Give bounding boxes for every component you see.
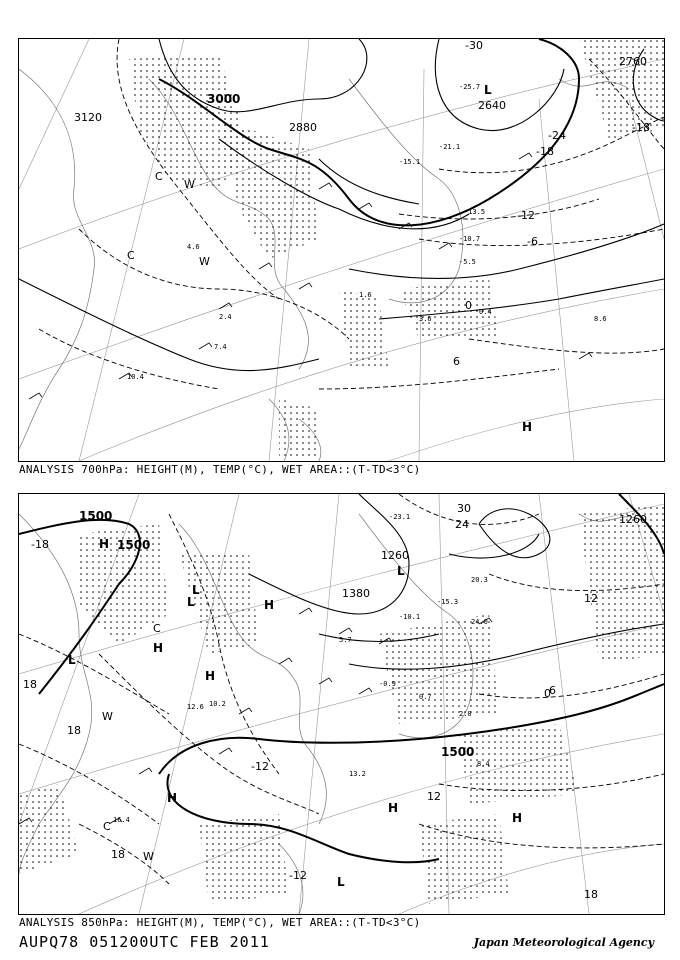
height-label-850-5: 1500 — [441, 745, 475, 759]
cold-marker-850-1: C — [103, 820, 111, 833]
station-label-700-4: -10.7 — [459, 235, 481, 243]
station-label-700-5: -5.5 — [459, 258, 476, 266]
agency-credit: Japan Meteorological Agency — [473, 936, 654, 949]
station-label-700-13: 10.4 — [127, 373, 144, 381]
station-label-850-2: -10.1 — [399, 613, 421, 621]
height-label-700-3: 2760 — [619, 55, 647, 68]
station-label-700-0: -25.7 — [459, 83, 481, 91]
station-label-700-6: 0.4 — [479, 308, 492, 316]
height-label-700-0: 3120 — [74, 111, 102, 124]
temp-label-850-2: -18 — [31, 538, 49, 551]
temp-label-700-3: -12 — [517, 209, 535, 222]
warm-marker-700-1: W — [199, 255, 210, 268]
cold-marker-850-0: C — [153, 622, 161, 635]
low-center-850-0: L — [192, 583, 200, 597]
high-center-850-0: H — [99, 537, 110, 551]
temp-label-700-5: 0 — [465, 299, 472, 312]
temp-label-850-5: 0 — [544, 687, 551, 700]
station-label-850-11: 8.4 — [477, 760, 490, 768]
station-label-850-10: 24.0 — [471, 618, 488, 626]
height-contours-700 — [19, 39, 664, 371]
temp-label-850-1: 24 — [455, 518, 469, 531]
low-center-700: L — [484, 83, 492, 97]
low-center-850-3: L — [337, 875, 345, 889]
temp-label-850-12: -12 — [289, 869, 307, 882]
warm-marker-850-1: W — [143, 850, 154, 863]
height-label-850-3: 1260 — [381, 549, 409, 562]
height-label-850-0: 1500 — [79, 509, 113, 523]
map-850hpa-canvas — [19, 494, 664, 914]
station-label-700-9: 1.6 — [359, 291, 372, 299]
height-label-700-2: 2880 — [289, 121, 317, 134]
station-label-700-3: -13.5 — [464, 208, 486, 216]
coastlines-700 — [19, 69, 629, 461]
station-label-850-0: -23.1 — [389, 513, 411, 521]
temp-label-700-0: -30 — [465, 39, 483, 52]
station-label-700-12: 7.4 — [214, 343, 227, 351]
high-center-850-1: H — [264, 598, 275, 612]
station-label-850-7: 10.2 — [209, 700, 226, 708]
temp-label-850-3: 12 — [584, 592, 598, 605]
temp-label-850-0: 30 — [457, 502, 471, 515]
temp-label-700-7: -18 — [632, 121, 650, 134]
station-label-700-2: -15.1 — [399, 158, 421, 166]
station-label-850-13: 16.4 — [113, 816, 130, 824]
station-label-700-1: -21.1 — [439, 143, 461, 151]
station-label-700-11: 2.4 — [219, 313, 232, 321]
warm-marker-850-0: W — [102, 710, 113, 723]
high-center-850-6: H — [512, 811, 523, 825]
temp-label-700-4: -6 — [527, 235, 538, 248]
station-label-850-4: 0.7 — [419, 693, 432, 701]
high-center-850-4: H — [167, 791, 178, 805]
station-label-850-1: -15.3 — [437, 598, 459, 606]
caption-700hpa: ANALYSIS 700hPa: HEIGHT(M), TEMP(°C), WET AREA::(T-TD<3°C) — [19, 463, 421, 476]
temp-label-700-6: 6 — [453, 355, 460, 368]
high-center-850-2: H — [205, 669, 216, 683]
temp-label-850-4: 6 — [549, 684, 556, 697]
temp-label-850-11: 12 — [427, 790, 441, 803]
station-label-850-12: 13.2 — [349, 770, 366, 778]
bulletin-code: AUPQ78 051200UTC FEB 2011 — [19, 933, 270, 951]
high-center-700: H — [522, 420, 533, 434]
cold-marker-700-1: C — [127, 249, 135, 262]
station-label-850-5: 2.0 — [459, 710, 472, 718]
graticule-700 — [19, 39, 664, 461]
temp-label-700-1: -24 — [548, 129, 566, 142]
station-label-850-6: 5.7 — [339, 636, 352, 644]
station-label-850-9: 20.3 — [471, 576, 488, 584]
temp-label-850-7: 18 — [23, 678, 37, 691]
temp-label-850-8: 18 — [67, 724, 81, 737]
map-panel-850hpa — [18, 493, 665, 915]
station-label-850-8: 12.6 — [187, 703, 204, 711]
low-center-850-4: L — [187, 595, 195, 609]
temp-label-850-9: 18 — [111, 848, 125, 861]
station-label-700-8: 3.6 — [419, 315, 432, 323]
height-label-850-2: 1380 — [342, 587, 370, 600]
station-label-700-10: 4.6 — [187, 243, 200, 251]
height-label-700-1: 3000 — [207, 92, 241, 106]
temp-label-700-2: -18 — [536, 145, 554, 158]
high-center-850-5: H — [388, 801, 399, 815]
height-label-700-4: 2640 — [478, 99, 506, 112]
temp-label-850-10: 18 — [584, 888, 598, 901]
low-center-850-1: L — [397, 564, 405, 578]
high-center-850-3: H — [153, 641, 164, 655]
caption-850hpa: ANALYSIS 850hPa: HEIGHT(M), TEMP(°C), WET AREA::(T-TD<3°C) — [19, 916, 421, 929]
height-label-850-1: 1500 — [117, 538, 151, 552]
map-700hpa-canvas — [19, 39, 664, 461]
temp-label-850-6: -12 — [251, 760, 269, 773]
cold-marker-700-0: C — [155, 170, 163, 183]
low-center-850-2: L — [68, 653, 76, 667]
map-panel-700hpa — [18, 38, 665, 462]
height-label-850-4: 1260 — [619, 513, 647, 526]
station-label-850-3: -0.9 — [379, 680, 396, 688]
warm-marker-700-0: W — [184, 178, 195, 191]
station-label-700-7: 8.6 — [594, 315, 607, 323]
